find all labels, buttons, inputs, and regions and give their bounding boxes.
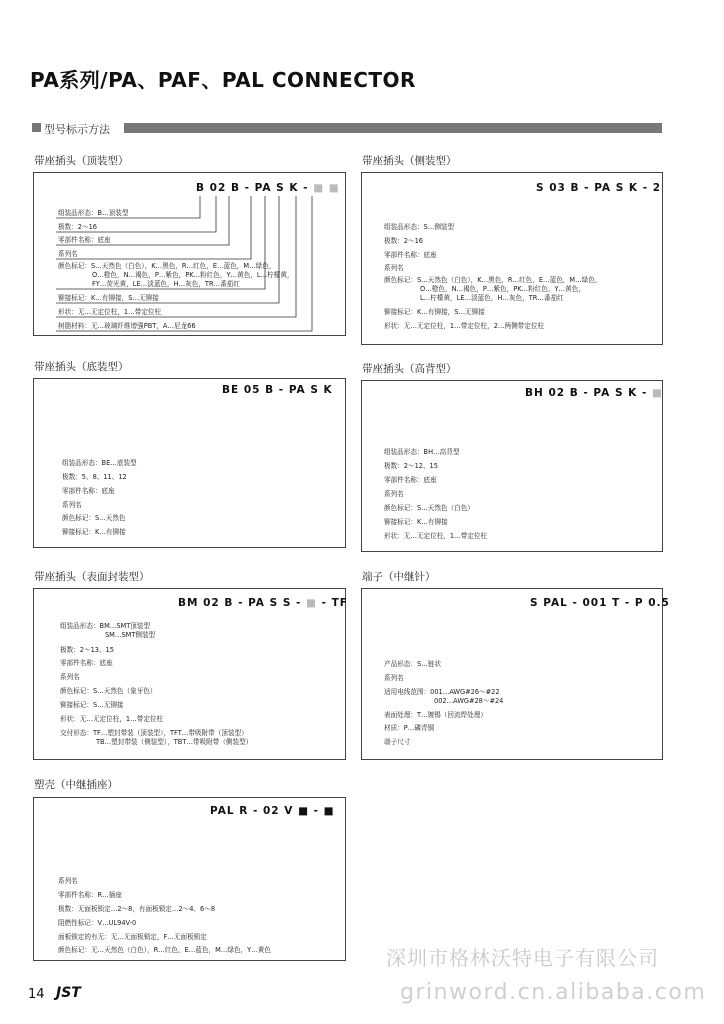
code-row: 组装品形态：BM…SMT顶装型 (60, 622, 151, 630)
page-number: 14 (28, 987, 45, 1002)
code-row: 系列名 (58, 877, 78, 885)
block-heading: 带座插头（侧装型） (362, 155, 457, 167)
watermark-site: grinword.cn.alibaba.com (400, 980, 707, 1005)
code-row: 树脂材料：无…玻璃纤维增强PBT，A…尼龙66 (58, 322, 196, 330)
code-row: 端子尺寸 (384, 738, 411, 746)
code-row: 组装品形态：BH…高背型 (384, 448, 460, 456)
block-heading: 带座插头（高背型） (362, 363, 457, 375)
code-row: 铆接标记：K…有铆接 (62, 528, 126, 536)
code-row: 零部件名称：底座 (62, 487, 115, 495)
code-row: 极数：2～12、15 (384, 462, 438, 470)
code-row: 极数：2～16 (384, 237, 423, 245)
code-row: SM…SMT侧装型 (105, 631, 156, 639)
code-row: 铆接标记：K…有铆接，S…无铆接 (384, 308, 485, 316)
block-heading: 塑壳（中继插座） (34, 779, 118, 791)
code-row: 颜色标记：S…天然色（象牙色） (60, 687, 157, 695)
code-row: 系列名 (62, 501, 82, 509)
block-heading: 带座插头（顶装型） (34, 155, 129, 167)
watermark-company: 深圳市格林沃特电子有限公司 (386, 946, 659, 970)
code-row: 系列名 (384, 674, 404, 682)
block-box (361, 588, 663, 760)
code-row: 零部件名称：底座 (384, 476, 437, 484)
code-row: L…柠檬黄，LE…淡蓝色，H…灰色，TR…番茄红 (420, 294, 564, 302)
model-code: BE 05 B - PA S K (222, 384, 333, 396)
code-row: 阻燃性标记：V…UL94V-0 (58, 919, 137, 927)
code-row: 适用电线范围：001…AWG#26～#22 (384, 688, 500, 696)
code-row: 系列名 (58, 250, 78, 258)
code-row: 002…AWG#28～#24 (434, 697, 504, 705)
code-row: 零部件名称：底座 (58, 236, 111, 244)
code-row: FY…荧光黄，LE…淡蓝色，H…灰色，TR…番茄红 (92, 280, 240, 288)
code-row: 交付形态：TF…塑封带装（顶装型），TFT…带吸附带（顶装型） (60, 729, 248, 737)
code-row: 表面处理：T…镀锡（回流焊处理） (384, 711, 487, 719)
code-row: 形状：无…无定位柱，1…带定位柱，2…两侧带定位柱 (384, 322, 545, 330)
code-row: 材质：P…磷青铜 (384, 724, 435, 732)
code-row: 形状：无…无定位柱，1…带定位柱 (58, 308, 162, 316)
code-row: 铆接标记：K…有铆接 (384, 518, 448, 526)
code-row: O…橙色，N…褐色，P…紫色，PK…粉红色，Y…黄色， (420, 285, 585, 293)
code-row: 组装品形态：S…侧装型 (384, 223, 455, 231)
code-row: 极数：无面板锁定…2～8，有面板锁定…2～4、6～8 (58, 905, 216, 913)
block-heading: 端子（中继针） (362, 571, 436, 583)
code-row: 极数：2～13、15 (60, 646, 114, 654)
code-row: 组装品形态：B…顶装型 (58, 209, 129, 217)
brand-logo: JST (56, 985, 81, 1001)
model-code: BH 02 B - PA S K - ■ (525, 387, 663, 399)
code-row: 铆接标记：S…无铆接 (60, 701, 124, 709)
code-row: 颜色标记：S…天然色 (62, 514, 126, 522)
code-row: 形状：无…无定位柱，1…带定位柱 (384, 532, 488, 540)
code-row: 极数：2～16 (58, 223, 97, 231)
code-row: 零部件名称：底座 (60, 659, 113, 667)
code-row: 颜色标记：无…天然色（白色），R…红色，E…蓝色，M…绿色，Y…黄色 (58, 946, 271, 954)
code-row: 铆接标记：K…有铆接，S…无铆接 (58, 294, 159, 302)
code-row: 零部件名称：底座 (384, 251, 437, 259)
code-row: 系列名 (384, 264, 404, 272)
block-heading: 带座插头（表面封装型） (34, 571, 150, 583)
code-row: 颜色标记：S…天然色（白色），K…黑色，R…红色，E…蓝色，M…绿色， (58, 262, 276, 270)
code-row: 组装品形态：BE…底装型 (62, 459, 137, 467)
model-code: BM 02 B - PA S S - ■ - TF (178, 597, 348, 609)
block-heading: 带座插头（底装型） (34, 361, 129, 373)
section-title: 型号标示方法 (44, 123, 110, 136)
model-code: S PAL - 001 T - P 0.5 (530, 597, 670, 609)
code-row: 颜色标记：S…天然色（白色），K…黑色，R…红色，E…蓝色，M…绿色， (384, 276, 602, 284)
page-title: PA系列/PA、PAF、PAL CONNECTOR (30, 68, 416, 92)
code-row: O…橙色，N…褐色，P…紫色，PK…粉红色，Y…黄色，L…柠檬黄， (92, 271, 294, 279)
code-row: 产品形态：S…链状 (384, 660, 441, 668)
model-code: B 02 B - PA S K - ■ ■ (196, 182, 340, 194)
code-row: 极数：5、8、11、12 (62, 473, 127, 481)
code-row: 零部件名称：R…插座 (58, 891, 122, 899)
code-row: 面板锁定的有无：无…无面板锁定，F…无面板锁定 (58, 933, 207, 941)
model-code: S 03 B - PA S K - 2 (536, 182, 662, 194)
code-row: 系列名 (60, 673, 80, 681)
code-row: 形状：无…无定位柱，1…带定位柱 (60, 715, 164, 723)
code-row: 系列名 (384, 490, 404, 498)
model-code: PAL R - 02 V ■ - ■ (210, 805, 335, 817)
code-row: TB…塑封带装（侧装型），TBT…带吸附带（侧装型） (96, 738, 253, 746)
code-row: 颜色标记：S…天然色（白色） (384, 504, 474, 512)
